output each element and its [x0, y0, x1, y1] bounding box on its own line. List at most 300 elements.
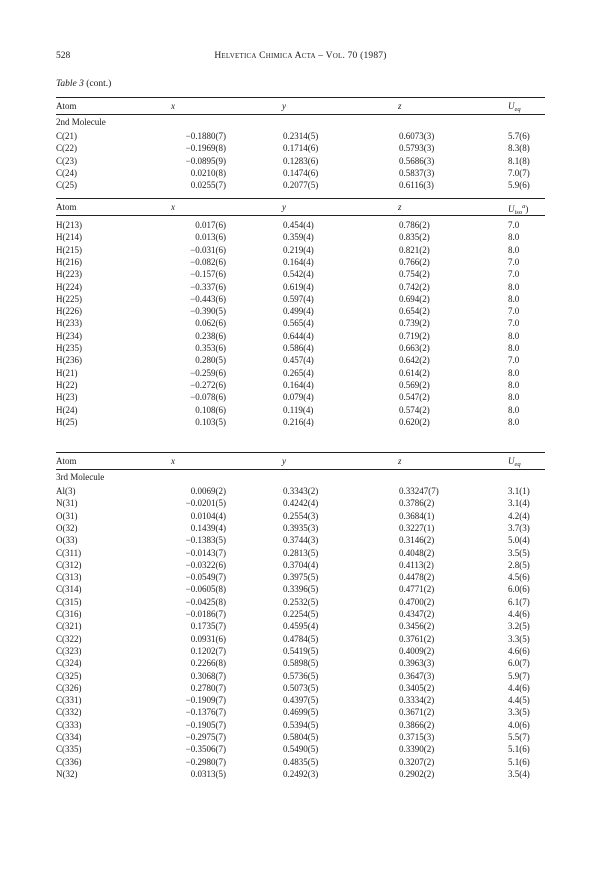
u-value: 5.5(7) [508, 732, 530, 742]
x-value: −0.0186(7) [185, 609, 226, 619]
u-iso-paren: ) [525, 204, 529, 214]
u-value: 4.5(6) [508, 572, 530, 583]
y-value: 0.5419(5) [283, 645, 319, 656]
u-value: 4.0(6) [508, 719, 530, 730]
table-row [56, 367, 545, 379]
y-value: 0.3975(5) [283, 572, 319, 583]
u-value: 8.0 [508, 293, 520, 304]
y-value: 0.454(4) [283, 220, 314, 230]
col-header-y: y [282, 202, 286, 212]
table-row [56, 547, 545, 559]
x-value: 0.1439(4) [190, 522, 226, 533]
y-value: 0.2813(5) [283, 547, 319, 558]
table-row [56, 416, 545, 428]
table-row [56, 219, 545, 231]
table-row [56, 522, 545, 534]
u-value: 5.9(7) [508, 670, 530, 681]
table-row [56, 330, 545, 342]
x-value: 0.103(5) [195, 416, 226, 427]
x-value: 0.0069(2) [190, 486, 226, 496]
table-row [56, 179, 545, 191]
x-value: 0.017(6) [195, 220, 226, 230]
atom-label: C(316) [56, 609, 82, 619]
x-value: −0.0322(6) [185, 559, 226, 570]
col-header-x: x [171, 456, 175, 466]
u-value: 8.0 [508, 330, 520, 341]
x-value: 0.3068(7) [190, 670, 226, 681]
page-number: 528 [56, 51, 71, 61]
u-value: 4.4(6) [508, 682, 530, 693]
x-value: −0.1376(7) [185, 707, 226, 718]
x-value: −0.390(5) [190, 306, 226, 317]
y-value: 0.265(4) [283, 367, 314, 378]
atom-label: C(333) [56, 719, 82, 730]
u-value: 8.0 [508, 343, 520, 353]
table-row [56, 256, 545, 268]
table-row [56, 534, 545, 546]
z-value: 0.3684(1) [399, 510, 435, 521]
u-value: 8.0 [508, 416, 520, 427]
z-value: 0.3715(3) [399, 732, 435, 742]
table-row [56, 155, 545, 167]
y-value: 0.1283(6) [283, 155, 319, 166]
y-value: 0.5804(5) [283, 732, 319, 742]
z-value: 0.719(2) [399, 330, 430, 341]
z-value: 0.3405(2) [399, 682, 435, 693]
coordinates-table [56, 0, 545, 888]
table-row [56, 768, 545, 780]
table-rule [56, 469, 545, 470]
x-value: −0.337(6) [190, 281, 226, 292]
x-value: 0.013(6) [195, 232, 226, 243]
atom-label: C(324) [56, 658, 82, 669]
atom-label: H(234) [56, 330, 82, 341]
col-header-y: y [282, 456, 286, 466]
x-value: −0.031(6) [190, 244, 226, 255]
col-header-z: z [398, 456, 402, 466]
table-row [56, 682, 545, 694]
atom-label: H(21) [56, 367, 78, 378]
z-value: 0.3647(3) [399, 670, 435, 681]
table-row [56, 670, 545, 682]
z-value: 0.4478(2) [399, 572, 435, 583]
x-value: −0.3506(7) [185, 744, 226, 755]
z-value: 0.33247(7) [399, 486, 439, 496]
u-symbol: U [508, 456, 515, 466]
table-row [56, 130, 545, 142]
col-header-z: z [398, 101, 402, 111]
u-value: 8.0 [508, 367, 520, 378]
z-value: 0.739(2) [399, 318, 430, 329]
section-label-text: 2nd Molecule [56, 117, 106, 127]
atom-label: C(326) [56, 682, 82, 693]
u-value: 7.0 [508, 269, 520, 280]
z-value: 0.3866(2) [399, 719, 435, 730]
atom-label: C(315) [56, 596, 82, 607]
table-caption-label: Table 3 [56, 79, 84, 89]
y-value: 0.2254(5) [283, 609, 319, 619]
u-value: 7.0 [508, 220, 520, 230]
z-value: 0.694(2) [399, 293, 430, 304]
table-row [56, 268, 545, 280]
col-header-u [508, 201, 548, 219]
u-value: 5.0(4) [508, 535, 530, 546]
atom-label: H(24) [56, 404, 78, 415]
y-value: 0.5073(5) [283, 682, 319, 693]
atom-label: C(22) [56, 143, 77, 154]
table-row [56, 583, 545, 595]
y-value: 0.4784(5) [283, 633, 319, 644]
x-value: −0.0425(8) [185, 596, 226, 607]
atom-label: H(25) [56, 416, 78, 427]
z-value: 0.5686(3) [399, 155, 435, 166]
u-value: 4.2(4) [508, 510, 530, 521]
atom-label: O(31) [56, 510, 78, 521]
z-value: 0.574(2) [399, 404, 430, 415]
y-value: 0.079(4) [283, 392, 314, 403]
table-row [56, 559, 545, 571]
y-value: 0.565(4) [283, 318, 314, 329]
y-value: 0.542(4) [283, 269, 314, 280]
atom-label: H(23) [56, 392, 78, 403]
u-value: 2.8(5) [508, 559, 530, 570]
x-value: −0.0895(9) [185, 155, 226, 166]
y-value: 0.586(4) [283, 343, 314, 353]
table-row [56, 694, 545, 706]
atom-label: C(23) [56, 155, 77, 166]
y-value: 0.4595(4) [283, 621, 319, 632]
u-value: 5.1(6) [508, 756, 530, 767]
u-symbol: U [508, 101, 515, 111]
y-value: 0.3704(4) [283, 559, 319, 570]
z-value: 0.4113(2) [399, 559, 434, 570]
z-value: 0.6073(3) [399, 131, 435, 141]
table-row [56, 404, 545, 416]
z-value: 0.642(2) [399, 355, 430, 366]
y-value: 0.619(4) [283, 281, 314, 292]
table-row [56, 633, 545, 645]
u-value: 3.1(4) [508, 498, 530, 509]
atom-label: C(314) [56, 584, 82, 595]
z-value: 0.620(2) [399, 416, 430, 427]
atom-label: H(215) [56, 244, 82, 255]
y-value: 0.1474(6) [283, 167, 319, 178]
table-row [56, 719, 545, 731]
z-value: 0.547(2) [399, 392, 430, 403]
u-value: 3.1(1) [508, 486, 530, 496]
u-value: 6.0(7) [508, 658, 530, 669]
table-row [56, 756, 545, 768]
u-value: 7.0 [508, 256, 520, 267]
u-value: 8.0 [508, 232, 520, 243]
y-value: 0.164(4) [283, 379, 314, 390]
z-value: 0.614(2) [399, 367, 430, 378]
y-value: 0.2314(5) [283, 131, 319, 141]
y-value: 0.3343(2) [283, 486, 319, 496]
table-row [56, 608, 545, 620]
atom-label: C(336) [56, 756, 82, 767]
atom-label: C(332) [56, 707, 82, 718]
z-value: 0.3390(2) [399, 744, 435, 755]
x-value: −0.0201(5) [185, 498, 226, 509]
atom-label: H(224) [56, 281, 82, 292]
y-value: 0.3744(3) [283, 535, 319, 546]
atom-label: H(216) [56, 256, 82, 267]
z-value: 0.3786(2) [399, 498, 435, 509]
u-eq-subscript: eq [514, 461, 521, 468]
atom-label: N(32) [56, 768, 78, 779]
atom-label: C(24) [56, 167, 77, 178]
u-value: 4.4(6) [508, 609, 530, 619]
x-value: −0.0143(7) [185, 547, 226, 558]
table-rule [56, 114, 545, 115]
z-value: 0.3963(3) [399, 658, 435, 669]
z-value: 0.3671(2) [399, 707, 435, 718]
z-value: 0.3761(2) [399, 633, 435, 644]
atom-label: H(22) [56, 379, 78, 390]
table-row [56, 497, 545, 509]
u-value: 7.0(7) [508, 167, 530, 178]
u-value: 5.7(6) [508, 131, 530, 141]
x-value: −0.1383(5) [185, 535, 226, 546]
u-value: 8.0 [508, 392, 520, 403]
x-value: 0.280(5) [195, 355, 226, 366]
u-iso-subscript: iso [514, 209, 523, 216]
z-value: 0.766(2) [399, 256, 430, 267]
atom-label: H(233) [56, 318, 82, 329]
x-value: −0.0605(8) [185, 584, 226, 595]
z-value: 0.3456(2) [399, 621, 435, 632]
y-value: 0.597(4) [283, 293, 314, 304]
x-value: −0.2975(7) [185, 732, 226, 742]
atom-label: C(334) [56, 732, 82, 742]
z-value: 0.3227(1) [399, 522, 435, 533]
u-value: 8.3(8) [508, 143, 530, 154]
z-value: 0.4009(2) [399, 645, 435, 656]
atom-label: H(225) [56, 293, 82, 304]
atom-label: C(21) [56, 131, 77, 141]
y-value: 0.644(4) [283, 330, 314, 341]
x-value: 0.108(6) [195, 404, 226, 415]
y-value: 0.2554(3) [283, 510, 319, 521]
u-value: 5.1(6) [508, 744, 530, 755]
u-value: 7.0 [508, 306, 520, 317]
z-value: 0.2902(2) [399, 768, 435, 779]
table-row [56, 244, 545, 256]
table-rule [56, 97, 545, 98]
atom-label: Al(3) [56, 486, 76, 496]
y-value: 0.4835(5) [283, 756, 319, 767]
table-rule [56, 198, 545, 199]
x-value: −0.1909(7) [185, 695, 226, 706]
table-row [56, 731, 545, 743]
table-row [56, 620, 545, 632]
z-value: 0.3334(2) [399, 695, 435, 706]
table-rule [56, 452, 545, 453]
atom-label: C(323) [56, 645, 82, 656]
u-value: 6.1(7) [508, 596, 530, 607]
y-value: 0.2492(3) [283, 768, 319, 779]
u-value: 3.5(4) [508, 768, 530, 779]
x-value: 0.1735(7) [190, 621, 226, 632]
table-row [56, 571, 545, 583]
section-label-text: 3rd Molecule [56, 472, 105, 482]
z-value: 0.3207(2) [399, 756, 435, 767]
atom-label: C(25) [56, 180, 77, 191]
u-value: 7.0 [508, 355, 520, 366]
y-value: 0.119(4) [283, 404, 314, 415]
atom-label: N(31) [56, 498, 78, 509]
z-value: 0.663(2) [399, 343, 430, 353]
y-value: 0.5736(5) [283, 670, 319, 681]
table-row [56, 391, 545, 403]
table-row [56, 379, 545, 391]
table-row [56, 293, 545, 305]
y-value: 0.2077(5) [283, 180, 319, 191]
u-iso-footnote: a [522, 203, 526, 210]
x-value: 0.062(6) [195, 318, 226, 329]
y-value: 0.4397(5) [283, 695, 319, 706]
z-value: 0.742(2) [399, 281, 430, 292]
table-row [56, 142, 545, 154]
table-row [56, 231, 545, 243]
x-value: −0.0549(7) [185, 572, 226, 583]
u-value: 6.0(6) [508, 584, 530, 595]
u-eq-subscript: eq [514, 106, 521, 113]
table-row [56, 706, 545, 718]
table-row [56, 657, 545, 669]
column-header-row [56, 201, 545, 216]
table-row [56, 305, 545, 317]
x-value: 0.353(6) [195, 343, 226, 353]
column-header-row [56, 455, 545, 467]
y-value: 0.359(4) [283, 232, 314, 243]
table-row [56, 317, 545, 329]
atom-label: C(313) [56, 572, 82, 583]
col-header-atom: Atom [56, 456, 77, 466]
atom-label: O(33) [56, 535, 78, 546]
table-row [56, 510, 545, 522]
col-header-atom: Atom [56, 202, 77, 212]
u-value: 3.7(3) [508, 522, 530, 533]
z-value: 0.3146(2) [399, 535, 435, 546]
table-caption-suffix: (cont.) [83, 79, 112, 89]
y-value: 0.3935(3) [283, 522, 319, 533]
x-value: 0.0931(6) [190, 633, 226, 644]
table-row [56, 354, 545, 366]
z-value: 0.4700(2) [399, 596, 435, 607]
table-row [56, 596, 545, 608]
atom-label: O(32) [56, 522, 78, 533]
x-value: −0.157(6) [190, 269, 226, 280]
y-value: 0.164(4) [283, 256, 314, 267]
x-value: 0.2266(8) [190, 658, 226, 669]
y-value: 0.5490(5) [283, 744, 319, 755]
u-value: 3.2(5) [508, 621, 530, 632]
table-row [56, 645, 545, 657]
u-value: 8.0 [508, 281, 520, 292]
x-value: 0.2780(7) [190, 682, 226, 693]
y-value: 0.4699(5) [283, 707, 319, 718]
y-value: 0.1714(6) [283, 143, 319, 154]
z-value: 0.754(2) [399, 269, 430, 280]
u-value: 3.5(5) [508, 547, 530, 558]
atom-label: H(214) [56, 232, 82, 243]
atom-label: C(312) [56, 559, 82, 570]
z-value: 0.569(2) [399, 379, 430, 390]
u-value: 8.1(8) [508, 155, 530, 166]
table-row [56, 342, 545, 354]
y-value: 0.219(4) [283, 244, 314, 255]
atom-label: C(335) [56, 744, 82, 755]
u-value: 7.0 [508, 318, 520, 329]
x-value: 0.0104(4) [190, 510, 226, 521]
atom-label: C(311) [56, 547, 82, 558]
u-value: 4.4(5) [508, 695, 530, 706]
col-header-y: y [282, 101, 286, 111]
z-value: 0.4048(2) [399, 547, 435, 558]
atom-label: H(213) [56, 220, 82, 230]
table-row [56, 743, 545, 755]
z-value: 0.654(2) [399, 306, 430, 317]
u-value: 3.3(5) [508, 633, 530, 644]
atom-label: C(331) [56, 695, 82, 706]
section-label [56, 116, 545, 128]
y-value: 0.3396(5) [283, 584, 319, 595]
atom-label: H(235) [56, 343, 82, 353]
x-value: 0.0210(8) [190, 167, 226, 178]
col-header-z: z [398, 202, 402, 212]
atom-label: H(236) [56, 355, 82, 366]
x-value: −0.082(6) [190, 256, 226, 267]
u-value: 3.3(5) [508, 707, 530, 718]
z-value: 0.4347(2) [399, 609, 435, 619]
u-value: 4.6(6) [508, 645, 530, 656]
col-header-x: x [171, 101, 175, 111]
table-row [56, 485, 545, 497]
u-value: 8.0 [508, 244, 520, 255]
section-label [56, 471, 545, 483]
table-row [56, 281, 545, 293]
x-value: −0.259(6) [190, 367, 226, 378]
y-value: 0.5898(5) [283, 658, 319, 669]
x-value: 0.0313(5) [190, 768, 226, 779]
x-value: −0.272(6) [190, 379, 226, 390]
u-symbol: U [508, 204, 515, 214]
y-value: 0.216(4) [283, 416, 314, 427]
z-value: 0.5837(3) [399, 167, 435, 178]
atom-label: H(223) [56, 269, 82, 280]
atom-label: H(226) [56, 306, 82, 317]
z-value: 0.786(2) [399, 220, 430, 230]
atom-label: C(325) [56, 670, 82, 681]
z-value: 0.6116(3) [399, 180, 434, 191]
u-value: 8.0 [508, 379, 520, 390]
y-value: 0.4242(4) [283, 498, 319, 509]
z-value: 0.4771(2) [399, 584, 435, 595]
x-value: 0.1202(7) [190, 645, 226, 656]
column-header-row [56, 100, 545, 112]
x-value: 0.238(6) [195, 330, 226, 341]
col-header-atom: Atom [56, 101, 77, 111]
x-value: −0.443(6) [190, 293, 226, 304]
x-value: 0.0255(7) [190, 180, 226, 191]
u-value: 8.0 [508, 404, 520, 415]
y-value: 0.499(4) [283, 306, 314, 317]
x-value: −0.078(6) [190, 392, 226, 403]
u-value: 5.9(6) [508, 180, 530, 191]
z-value: 0.5793(3) [399, 143, 435, 154]
